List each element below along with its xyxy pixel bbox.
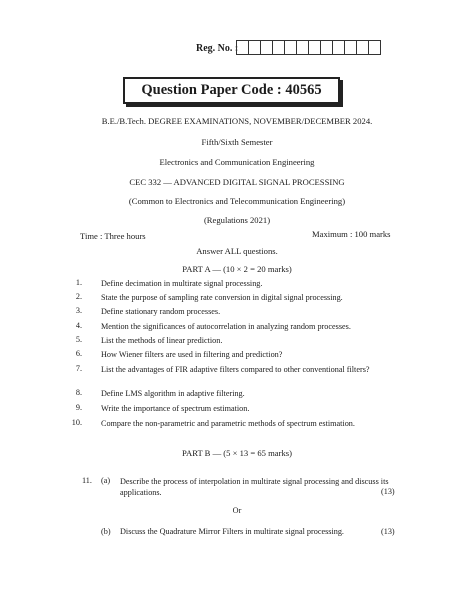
question-text: How Wiener filters are used in filtering and prediction? bbox=[101, 350, 283, 359]
reg-no-boxes bbox=[236, 40, 381, 55]
question-number: 10. bbox=[71, 418, 82, 427]
reg-no-box bbox=[321, 40, 333, 55]
reg-no-box bbox=[236, 40, 249, 55]
question-text: Define LMS algorithm in adaptive filtering. bbox=[101, 389, 245, 398]
maximum-marks: Maximum : 100 marks bbox=[312, 229, 391, 239]
department: Electronics and Communication Engineering bbox=[159, 157, 315, 167]
semester: Fifth/Sixth Semester bbox=[201, 137, 273, 147]
part-b-title: PART B — (5 × 13 = 65 marks) bbox=[182, 448, 292, 458]
question-number: 7. bbox=[75, 364, 82, 373]
question-number: 9. bbox=[75, 403, 82, 412]
reg-no-box bbox=[285, 40, 297, 55]
part-a-title: PART A — (10 × 2 = 20 marks) bbox=[182, 264, 292, 274]
question-paper-code: Question Paper Code : 40565 bbox=[123, 77, 340, 104]
reg-no-label: Reg. No. : bbox=[196, 43, 239, 54]
common-to: (Common to Electronics and Telecommunication Engineering) bbox=[128, 196, 346, 206]
q11b-text: Discuss the Quadrature Mirror Filters in multirate signal processing. bbox=[120, 527, 344, 536]
course-title: CEC 332 — ADVANCED DIGITAL SIGNAL PROCESSING bbox=[129, 177, 345, 187]
reg-no-box bbox=[249, 40, 261, 55]
question-text: Mention the significances of autocorrelation in analyzing random processes. bbox=[101, 322, 351, 331]
question-text: State the purpose of sampling rate conversion in digital signal processing. bbox=[101, 293, 343, 302]
question-text: List the methods of linear prediction. bbox=[101, 336, 223, 345]
reg-no-box bbox=[261, 40, 273, 55]
question-text: Write the importance of spectrum estimation. bbox=[101, 404, 250, 413]
question-number: 6. bbox=[75, 349, 82, 358]
reg-no-box bbox=[309, 40, 321, 55]
reg-no-box bbox=[297, 40, 309, 55]
question-number: 3. bbox=[75, 306, 82, 315]
question-number: 1. bbox=[75, 278, 82, 287]
exam-title: B.E./B.Tech. DEGREE EXAMINATIONS, NOVEMBER/DECEMBER 2024. bbox=[101, 116, 373, 126]
q11a-label: (a) bbox=[101, 476, 111, 485]
question-number: 8. bbox=[75, 388, 82, 397]
question-text: Compare the non-parametric and parametric methods of spectrum estimation. bbox=[101, 419, 355, 428]
instruction: Answer ALL questions. bbox=[196, 246, 278, 256]
q11b-label: (b) bbox=[101, 527, 111, 536]
reg-no-box bbox=[369, 40, 381, 55]
q11b-marks: (13) bbox=[381, 527, 395, 536]
reg-no-box bbox=[333, 40, 345, 55]
regulations: (Regulations 2021) bbox=[203, 215, 271, 225]
question-text: List the advantages of FIR adaptive filters compared to other conventional filters? bbox=[101, 365, 370, 374]
time-label: Time : Three hours bbox=[80, 231, 146, 241]
q11-number: 11. bbox=[82, 476, 92, 485]
reg-no-box bbox=[273, 40, 285, 55]
reg-no-box bbox=[345, 40, 357, 55]
q11a-text: Describe the process of interpolation in multirate signal processing and discuss its applications. bbox=[120, 477, 389, 497]
question-number: 4. bbox=[75, 321, 82, 330]
question-number: 5. bbox=[75, 335, 82, 344]
or-divider: Or bbox=[232, 506, 242, 515]
reg-no-box bbox=[357, 40, 369, 55]
question-number: 2. bbox=[75, 292, 82, 301]
question-text: Define stationary random processes. bbox=[101, 307, 221, 316]
q11a-marks: (13) bbox=[381, 487, 395, 496]
question-text: Define decimation in multirate signal processing. bbox=[101, 279, 263, 288]
